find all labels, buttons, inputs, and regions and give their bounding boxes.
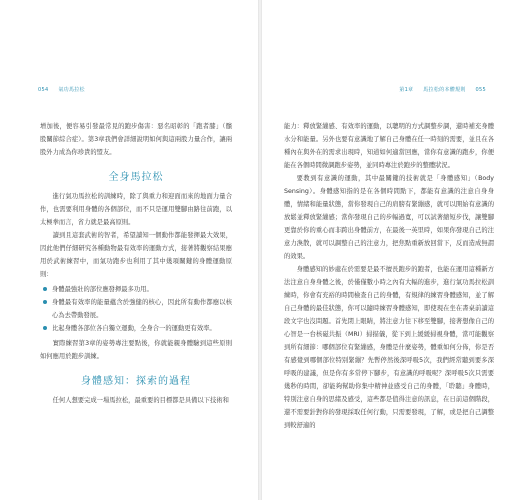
bullet-icon bbox=[43, 287, 47, 291]
right-page-number: 055 bbox=[475, 87, 486, 93]
section-title-body-sensing: 身體感知：探索的過程 bbox=[81, 376, 191, 387]
chapter-title: 馬拉松的本體規則 bbox=[423, 87, 466, 93]
bullet-icon bbox=[43, 326, 47, 330]
paragraph: 要教到有意識的運動，其中最關鍵的技術就是「身體感知」（Body Sensing）。身體感知指的是在各個時間點下，都能有意識的注意自身身體，情緒和能量狀態，當你發現自己的肩膀有緊繃感，就可以開始有意識的放鬆並釋放緊繃感；當你發現自己的步幅過寬，可以試著縮短步伐，讓雙腳更靠於你的重心而非跨出身體前方，在最後一英里時，如果你發現自己的注意力渙散，就可以調整自己的注意力，把焦點重新放回當下，反而造成無謂的效果。 bbox=[284, 175, 494, 260]
right-running-head bbox=[399, 86, 486, 93]
bullet-icon bbox=[43, 300, 47, 304]
left-page bbox=[0, 0, 258, 500]
chapter-label: 第1章 bbox=[399, 87, 414, 93]
right-page-body bbox=[284, 120, 494, 432]
paragraph: 能力：釋放緊繃感、有效率的運動，以聰明的方式調整步調，還時補充身體水分和能量。另外也要有意識地了解自己身體在任一時刻的需要，並且在各種內在與外在的需求出現時，知道如何適當回應，當你有意識的跑步，你便能在各個時間微調跑步姿勢，並同時專注於跑步的整體狀況。 bbox=[284, 123, 494, 169]
paragraph: 讀到且這套武術的智者，希望讀知一個動作都能發揮最大效果，因此他們仔細研究各種動物最有效率的運動方式，接著將觀察結果應用於武術練習中，而氣功跑步也利用了其中幾項關鍵的身體運動原則： bbox=[40, 232, 232, 278]
list-item: 身體最強壯的部位應發揮最多功用。 bbox=[52, 283, 232, 296]
paragraph: 任何人想要完成一場馬拉松，最重要的目標都是具備以下技術和 bbox=[52, 397, 229, 404]
left-book-title: 氣功馬拉松 bbox=[58, 87, 85, 93]
left-running-head bbox=[38, 86, 85, 93]
intro-paragraph: 增加後，便容易引發最常見的跑步傷害：惡名昭彰的「跑者膝」（髕股關節綜合症）。第3章我們會詳細說明如何與這兩股力量合作，讓兩股外力成為你珍貴的盟友。 bbox=[40, 123, 232, 156]
principles-list bbox=[40, 283, 232, 335]
left-page-number: 054 bbox=[38, 87, 49, 93]
list-item: 身體最有效率的能量蘊含於強健的核心，因此所有動作都應以核心為去帶動發展。 bbox=[52, 296, 232, 322]
list-item: 比起身體各部位各自獨立運動，全身合一的運動更有效率。 bbox=[52, 322, 232, 335]
section-title-full-body-marathon: 全身馬拉松 bbox=[108, 172, 164, 183]
paragraph: 進行氣功馬拉松的訓練時，除了與重力和迎面而來的地面力量合作，也需要利用身體的各個部位，而不只是運用雙腳由路往前跑，以太極拳而言，省力就是最高原則。 bbox=[40, 193, 232, 226]
left-page-body bbox=[40, 120, 232, 407]
right-page bbox=[262, 0, 520, 500]
paragraph: 身體感知的妙處在於需要是最不擅長跑步的跑者，也能在運用這種新方法注意自身身體之後，於僅僅數小時之內有大幅的進步，進行氣功馬拉松訓練時，你會有充裕的時間檢查自己的身體，有規律的練習身體感知，並了解自己身體的最佳狀態，你可以隨時練習身體感知，即使現在坐在書桌前讀這段文字也沒問題。首先閉上眼睛，將注意力往下移至雙腳，接著想像自己的心智是一台核磁共振（MRI）掃描儀，從下到上緩緩掃視身體，當可能觀察到所有細節：哪個部位有緊繃感，身體是什麼姿勢，體重如何分佈，你是否有感覺到哪個部位特別緊繃？先暫停然後深呼吸5次，我們經常聽到要多深呼吸的建議，但是你有多常停下腳步，有意識的呼吸呢？深呼吸5次只需要幾秒的時間，卻能夠幫助你集中精神並感受自己的身體，「聆聽」身體時，特別注意自身的思緒及感受，這些都是值得注意的訊息，在日前這個階段，還不需要針對你的發現採取任何行動，只需要發現，了解，或是把自己調整到較舒適的 bbox=[284, 266, 494, 429]
paragraph: 實際練習第3章的姿勢專注要點後，你就能親身體驗到這些原則如何應用於跑步訓練。 bbox=[40, 340, 232, 360]
